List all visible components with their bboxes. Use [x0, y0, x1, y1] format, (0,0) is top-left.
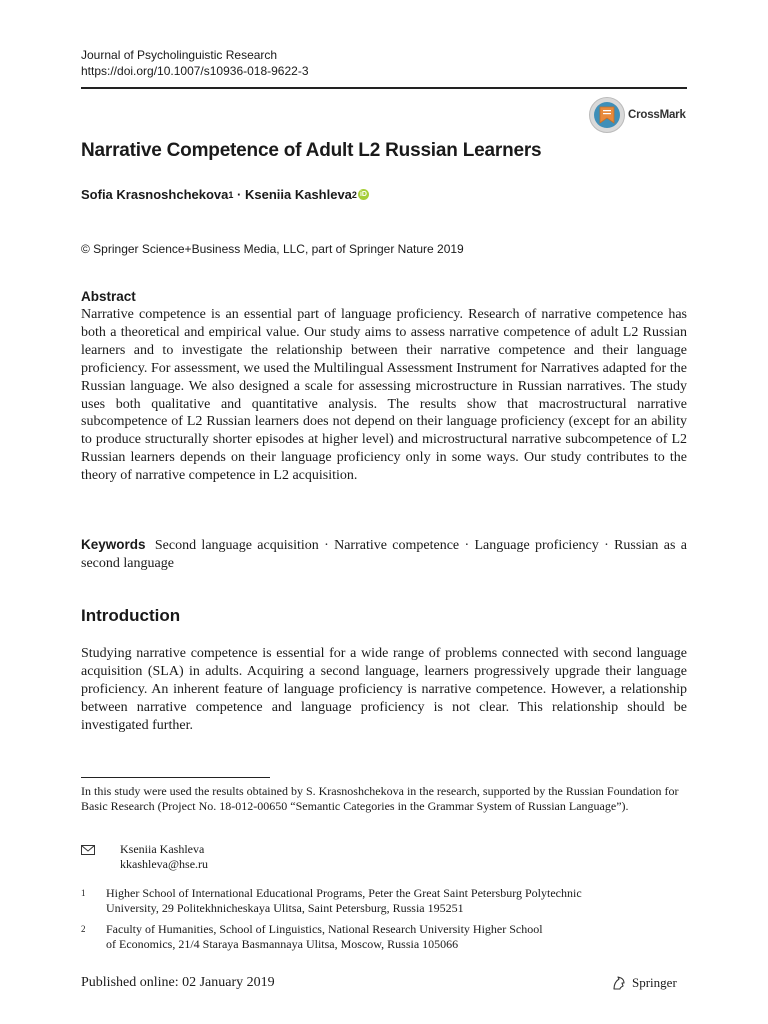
journal-header — [81, 48, 309, 79]
journal-name: Journal of Psycholinguistic Research — [81, 48, 278, 62]
springer-horse-icon — [611, 975, 627, 991]
orcid-icon[interactable]: iD — [359, 191, 367, 198]
affiliation-number: 1 — [81, 888, 86, 898]
author-line — [81, 187, 369, 202]
abstract-heading: Abstract — [81, 289, 136, 304]
published-date: Published online: 02 January 2019 — [81, 975, 275, 990]
author-separator: · — [233, 187, 245, 202]
author-name: Sofia Krasnoshchekova — [81, 187, 229, 202]
affiliation-line: Higher School of International Educational Programs, Peter the Great Saint Petersburg Polytechnic — [106, 886, 582, 900]
affiliation-2 — [81, 922, 666, 952]
funding-footnote: In this study were used the results obtained by S. Krasnoshchekova in the research, supported by the Russian Foundation for Basic Research (Project No. 18-012-00650 “Semantic Categories in the Grammar System of Russian Language”). — [81, 784, 679, 813]
corresponding-author — [81, 842, 208, 872]
keywords-label: Keywords — [81, 537, 146, 552]
affiliation-line: of Economics, 21/4 Staraya Basmannaya Ulitsa, Moscow, Russia 105066 — [106, 937, 459, 951]
contact-email[interactable]: kkashleva@hse.ru — [120, 857, 209, 871]
affiliation-number: 2 — [81, 924, 86, 934]
author-name: Kseniia Kashleva — [244, 187, 352, 202]
introduction-heading: Introduction — [81, 606, 181, 625]
affiliation-line: Faculty of Humanities, School of Linguistics, National Research University Higher School — [106, 922, 543, 936]
article-title: Narrative Competence of Adult L2 Russian Learners — [81, 140, 542, 161]
contact-name: Kseniia Kashleva — [120, 842, 205, 856]
introduction-text: Studying narrative competence is essential for a wide range of problems connected with second language acquisition (SLA) in adults. Acquiring a second language, learners progressively upgrade their language proficiency. An inherent feature of language proficiency is narrative competence. However, a relationship between narrative competence and language proficiency is not clear. This relationship should be investigated further. — [81, 646, 687, 733]
springer-logo — [611, 975, 677, 991]
crossmark-badge[interactable] — [588, 96, 686, 134]
keywords-section — [81, 536, 687, 573]
publisher-name: Springer — [632, 975, 677, 990]
crossmark-icon — [588, 96, 626, 134]
header-rule — [81, 87, 687, 89]
crossmark-label: CrossMark — [628, 109, 686, 121]
envelope-icon — [81, 842, 95, 872]
footnote-rule — [81, 777, 270, 778]
affiliation-marker: 1 — [228, 189, 234, 200]
affiliation-marker: 2 — [351, 189, 357, 200]
doi-link[interactable]: https://doi.org/10.1007/s10936-018-9622-3 — [81, 63, 309, 78]
affiliation-line: University, 29 Politekhnicheskaya Ulitsa, Saint Petersburg, Russia 195251 — [106, 901, 464, 915]
copyright-notice: © Springer Science+Business Media, LLC, part of Springer Nature 2019 — [81, 242, 464, 256]
affiliation-1 — [81, 886, 666, 916]
abstract-text: Narrative competence is an essential part of language proficiency. Research of narrative competence has both a theoretical and empirical value. Our study aims to assess narrative competence of adult L2 Russian learners and to investigate the relationship between their narrative competence and their language proficiency. For assessment, we used the Multilingual Assessment Instrument for Narratives adapted for the Russian language. We also designed a scale for assessing microstructure in Russian narratives. The study uses both qualitative and quantitative analysis. The results show that macrostructural narrative subcompetence of L2 Russian learners does not depend on their language proficiency (except for an ability to produce structurally shorter episodes at higher level) and microstructural narrative subcompetence of L2 Russian learners depends on their language proficiency only in some ways. Our study contributes to the theory of narrative competence in L2 acquisition. — [81, 307, 687, 484]
keywords-text: Second language acquisition · Narrative competence · Language proficiency · Russian as a second language — [81, 538, 687, 571]
